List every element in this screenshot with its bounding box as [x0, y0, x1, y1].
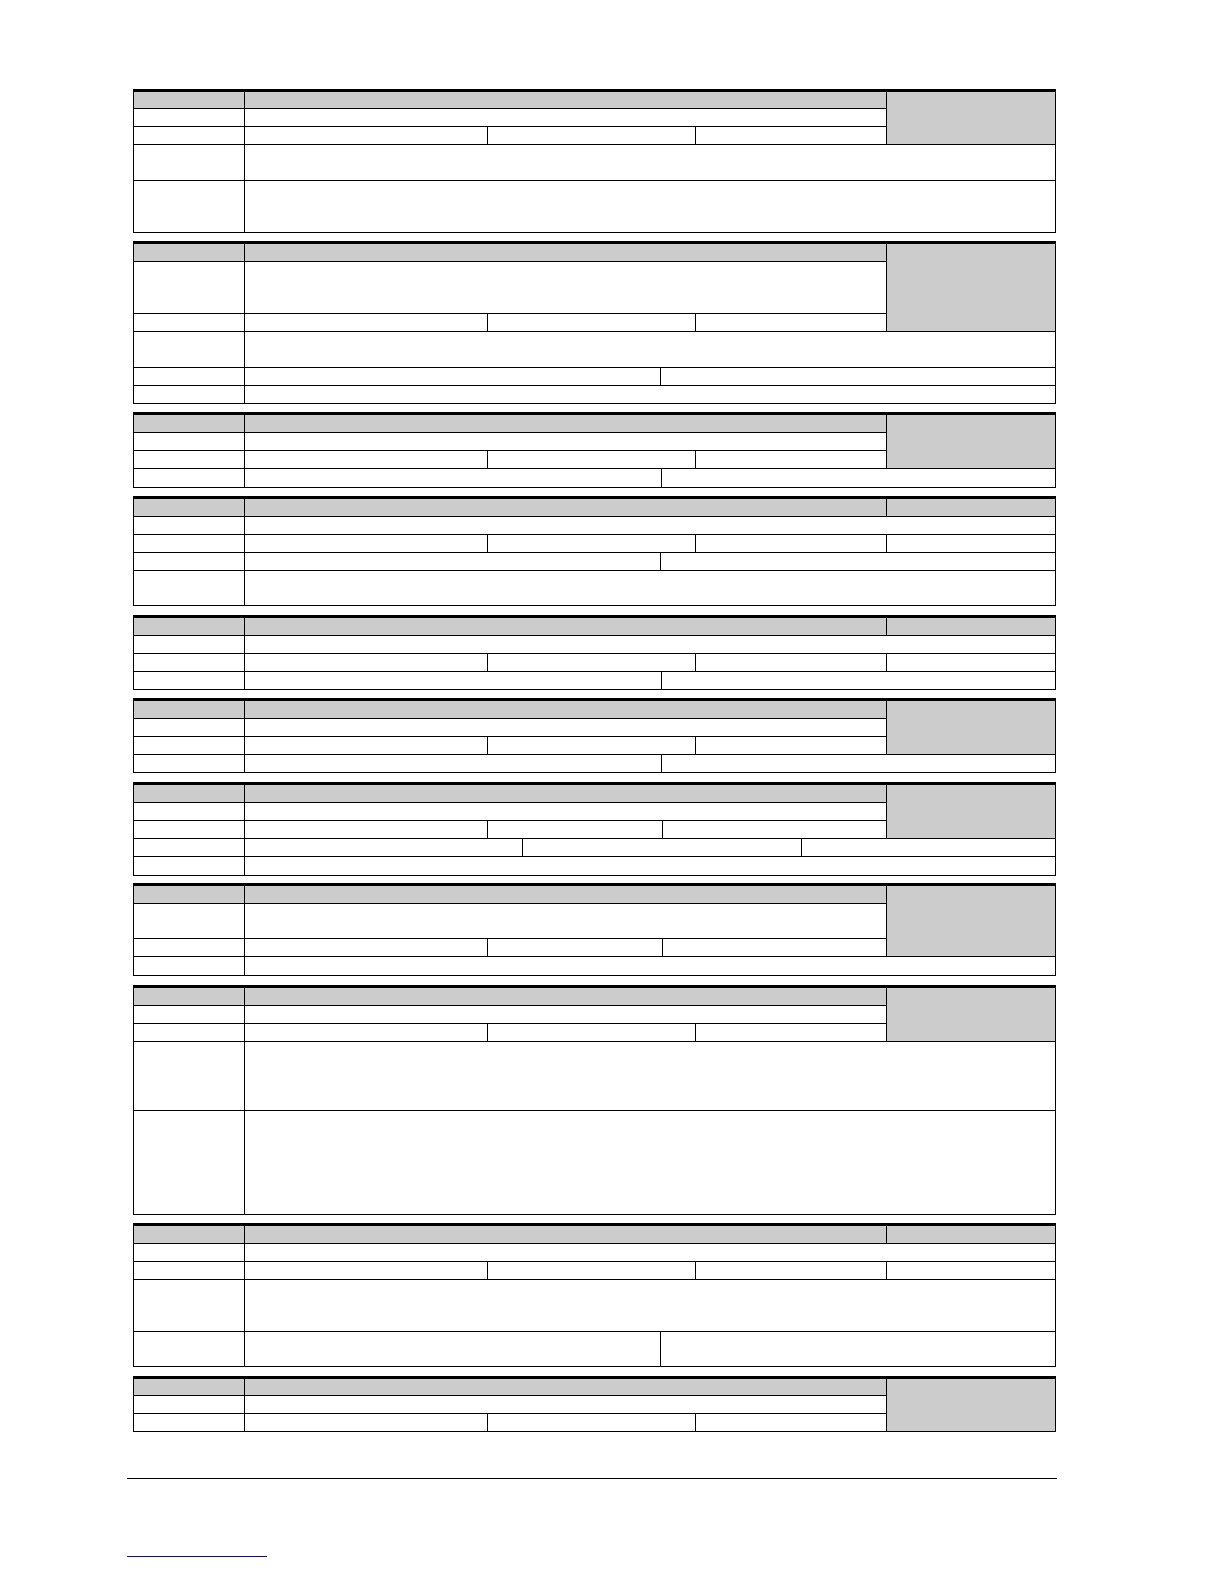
label-cell [134, 737, 245, 755]
label-cell [134, 553, 245, 571]
label-cell [134, 719, 245, 737]
value-cell[interactable] [245, 451, 488, 469]
label-cell [134, 90, 245, 109]
label-cell [134, 181, 245, 232]
value-cell[interactable] [245, 904, 887, 939]
header-cell [245, 1224, 887, 1244]
value-cell[interactable] [523, 839, 802, 857]
value-cell[interactable] [696, 451, 887, 469]
record-form-6 [133, 698, 1056, 773]
value-cell[interactable] [661, 553, 1055, 571]
value-cell[interactable] [245, 553, 661, 571]
label-cell [134, 1280, 245, 1332]
value-cell[interactable] [245, 857, 1055, 875]
label-cell [134, 433, 245, 451]
label-cell [134, 783, 245, 803]
label-cell [134, 857, 245, 875]
value-cell[interactable] [802, 839, 1055, 857]
side-panel [887, 699, 1055, 755]
value-cell[interactable] [245, 181, 1055, 232]
label-cell [134, 332, 245, 368]
label-cell [134, 386, 245, 403]
label-cell [134, 821, 245, 839]
label-cell [134, 517, 245, 535]
header-cell [245, 986, 887, 1006]
label-cell [134, 904, 245, 939]
value-cell[interactable] [245, 314, 488, 332]
label-cell [134, 242, 245, 262]
value-cell[interactable] [662, 469, 1055, 487]
value-cell[interactable] [245, 1244, 1055, 1262]
value-cell[interactable] [696, 535, 887, 553]
value-cell[interactable] [887, 535, 1055, 553]
header-cell [245, 1377, 887, 1396]
header-cell [245, 90, 887, 109]
value-cell[interactable] [245, 1332, 661, 1366]
header-cell [245, 783, 887, 803]
value-cell[interactable] [887, 1262, 1055, 1280]
side-panel [887, 783, 1055, 839]
value-cell[interactable] [488, 451, 696, 469]
value-cell[interactable] [663, 939, 887, 957]
value-cell[interactable] [245, 535, 488, 553]
record-form-4 [133, 496, 1056, 606]
label-cell [134, 571, 245, 605]
header-cell [245, 699, 887, 719]
header-cell [245, 616, 887, 636]
value-cell[interactable] [245, 939, 488, 957]
header-cell [887, 616, 1055, 636]
value-cell[interactable] [245, 469, 662, 487]
label-cell [134, 1262, 245, 1280]
value-cell[interactable] [663, 821, 887, 839]
value-cell[interactable] [245, 957, 1055, 975]
value-cell[interactable] [488, 314, 696, 332]
label-cell [134, 803, 245, 821]
value-cell[interactable] [245, 1414, 488, 1431]
value-cell[interactable] [245, 821, 488, 839]
label-cell [134, 1244, 245, 1262]
side-panel [887, 90, 1055, 145]
header-cell [245, 884, 887, 904]
footer-link[interactable] [127, 1556, 267, 1557]
header-cell [245, 497, 887, 517]
value-cell[interactable] [696, 737, 887, 755]
header-cell [887, 497, 1055, 517]
value-cell[interactable] [488, 1024, 696, 1042]
label-cell [134, 314, 245, 332]
value-cell[interactable] [661, 1332, 1055, 1366]
value-cell[interactable] [488, 654, 696, 672]
value-cell[interactable] [245, 386, 1055, 403]
label-cell [134, 1332, 245, 1366]
record-form-8 [133, 883, 1056, 976]
label-cell [134, 368, 245, 386]
label-cell [134, 469, 245, 487]
label-cell [134, 497, 245, 517]
value-cell[interactable] [488, 821, 663, 839]
label-cell [134, 535, 245, 553]
side-panel [887, 1377, 1055, 1431]
value-cell[interactable] [245, 127, 488, 145]
record-form-11 [133, 1376, 1056, 1432]
value-cell[interactable] [245, 636, 1055, 654]
label-cell [134, 699, 245, 719]
header-cell [245, 242, 887, 262]
value-cell[interactable] [245, 1396, 887, 1414]
value-cell[interactable] [245, 755, 662, 772]
value-cell[interactable] [488, 127, 696, 145]
value-cell[interactable] [488, 1262, 696, 1280]
label-cell [134, 654, 245, 672]
label-cell [134, 109, 245, 127]
label-cell [134, 1377, 245, 1396]
record-form-7 [133, 782, 1056, 876]
value-cell[interactable] [245, 145, 1055, 181]
value-cell[interactable] [245, 1262, 488, 1280]
value-cell[interactable] [488, 939, 663, 957]
label-cell [134, 957, 245, 975]
value-cell[interactable] [662, 672, 1055, 689]
record-form-10 [133, 1223, 1056, 1367]
label-cell [134, 1111, 245, 1214]
label-cell [134, 986, 245, 1006]
label-cell [134, 127, 245, 145]
value-cell[interactable] [696, 1414, 887, 1431]
header-cell [245, 413, 887, 433]
label-cell [134, 145, 245, 181]
label-cell [134, 451, 245, 469]
label-cell [134, 672, 245, 689]
label-cell [134, 1414, 245, 1431]
record-form-1 [133, 89, 1056, 233]
label-cell [134, 839, 245, 857]
value-cell[interactable] [661, 368, 1055, 386]
side-panel [887, 242, 1055, 332]
value-cell[interactable] [245, 332, 1055, 368]
value-cell[interactable] [887, 654, 1055, 672]
value-cell[interactable] [662, 755, 1055, 772]
value-cell[interactable] [245, 262, 887, 314]
label-cell [134, 939, 245, 957]
label-cell [134, 262, 245, 314]
label-cell [134, 1396, 245, 1414]
record-form-5 [133, 615, 1056, 690]
value-cell[interactable] [245, 517, 1055, 535]
side-panel [887, 413, 1055, 469]
value-cell[interactable] [696, 127, 887, 145]
value-cell[interactable] [245, 839, 523, 857]
value-cell[interactable] [245, 1111, 1055, 1214]
value-cell[interactable] [245, 803, 887, 821]
footer-divider [127, 1478, 1057, 1479]
value-cell[interactable] [488, 1414, 696, 1431]
record-form-9 [133, 985, 1056, 1215]
value-cell[interactable] [696, 654, 887, 672]
header-cell [887, 1224, 1055, 1244]
label-cell [134, 1006, 245, 1024]
value-cell[interactable] [245, 109, 887, 127]
value-cell[interactable] [245, 1280, 1055, 1332]
label-cell [134, 884, 245, 904]
value-cell[interactable] [245, 1024, 488, 1042]
side-panel [887, 986, 1055, 1042]
value-cell[interactable] [245, 368, 661, 386]
record-form-2 [133, 241, 1056, 404]
side-panel [887, 884, 1055, 957]
record-form-3 [133, 412, 1056, 488]
value-cell[interactable] [696, 1024, 887, 1042]
value-cell[interactable] [245, 672, 662, 689]
label-cell [134, 636, 245, 654]
value-cell[interactable] [245, 571, 1055, 605]
value-cell[interactable] [245, 1042, 1055, 1111]
value-cell[interactable] [245, 1006, 887, 1024]
value-cell[interactable] [488, 737, 696, 755]
value-cell[interactable] [245, 654, 488, 672]
value-cell[interactable] [245, 719, 887, 737]
value-cell[interactable] [245, 433, 887, 451]
value-cell[interactable] [696, 1262, 887, 1280]
value-cell[interactable] [488, 535, 696, 553]
label-cell [134, 1224, 245, 1244]
label-cell [134, 1042, 245, 1111]
label-cell [134, 413, 245, 433]
label-cell [134, 755, 245, 772]
value-cell[interactable] [696, 314, 887, 332]
label-cell [134, 616, 245, 636]
label-cell [134, 1024, 245, 1042]
value-cell[interactable] [245, 737, 488, 755]
